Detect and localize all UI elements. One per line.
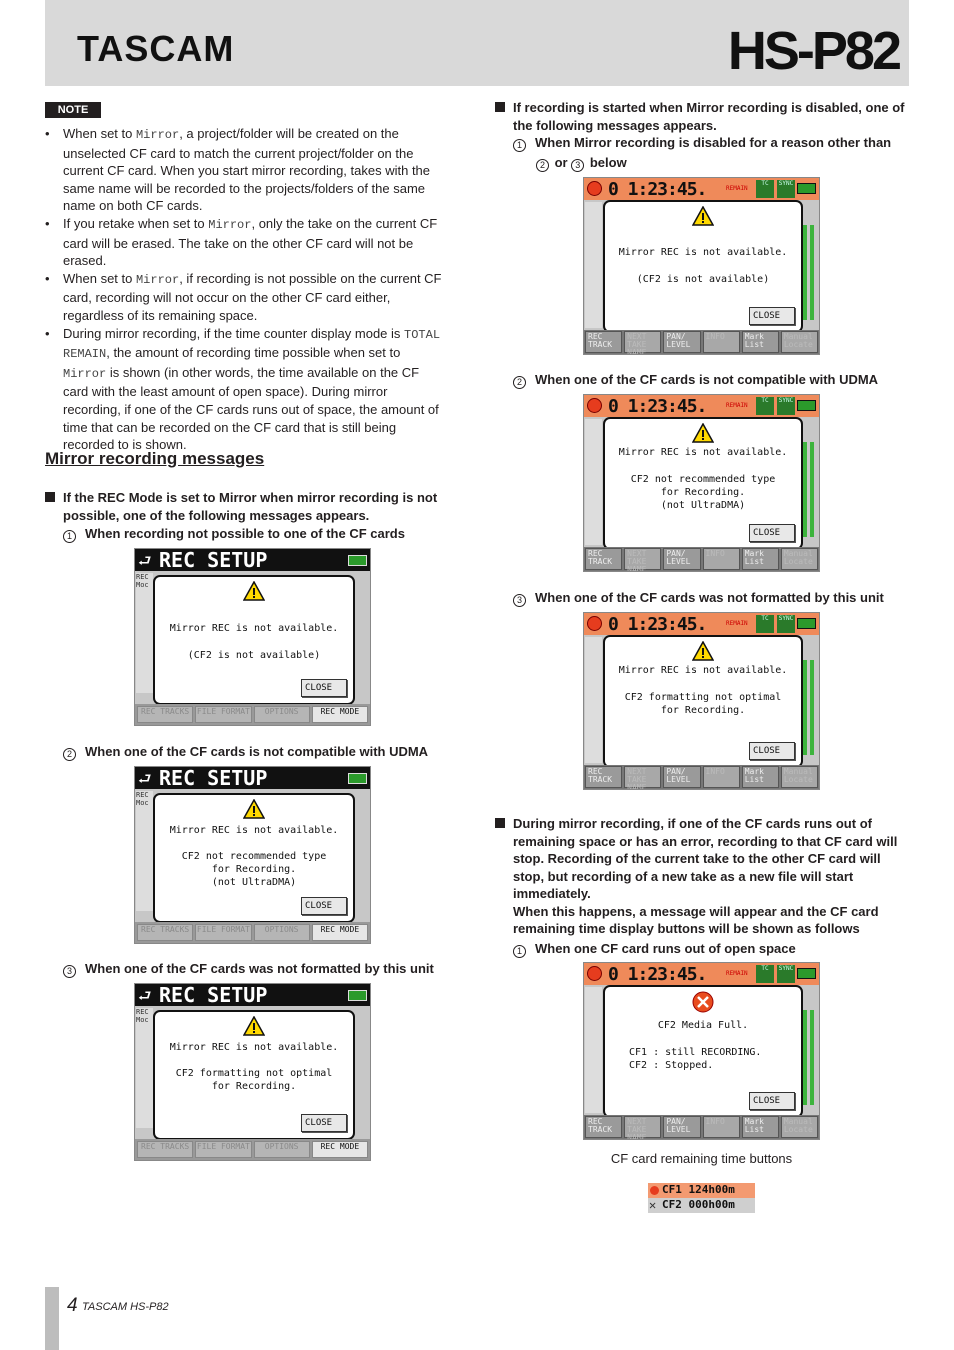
- list-item: • During mirror recording, if the time counter display mode is TOTAL REMAIN, the amount of recording time possible when set to Mirror is shown (in other words, the time available on the CF card with the least amount of open space). During mirror recording, if one of the CF cards runs out of space, the amount of time that can be recorded on the CF card that is still being recorded to is shown.: [45, 325, 447, 454]
- warning-icon: [692, 641, 714, 661]
- rec-track-button[interactable]: REC TRACK: [585, 331, 622, 353]
- level-scale: [585, 637, 602, 763]
- level-meters: [803, 437, 817, 537]
- warning-icon: [243, 581, 265, 601]
- record-dot-icon: [650, 1186, 659, 1195]
- manual-locate-button[interactable]: Manual Locate: [781, 331, 818, 353]
- tab-options[interactable]: OPTIONS: [254, 1141, 310, 1158]
- close-button[interactable]: CLOSE: [301, 679, 347, 697]
- home-screen-1: 0 1:23:45. REMAIN TC SYNC Mirror REC is not available. (CF2 is not available) CLOSE REC TRACK NEXT TAKE NAME PAN/ LEVEL INFO Mark List Manual Locate: [583, 177, 820, 355]
- pan-level-button[interactable]: PAN/ LEVEL: [663, 331, 700, 353]
- rec-setup-screen-2: ⮐ REC SETUP REC Moc Mirror REC is not available. CF2 not recommended type for Recording. (not UltraDMA) CLOSE REC TRACKS FILE FORMAT OPTIONS REC MODE: [134, 766, 371, 944]
- back-arrow-icon[interactable]: ⮐: [138, 987, 152, 1005]
- level-meters: [803, 655, 817, 755]
- left-heading: If the REC Mode is set to Mirror when mirror recording is not possible, one of the following messages appears.: [63, 490, 438, 523]
- time-counter: 0 1:23:45.: [608, 396, 707, 417]
- cf-remaining-buttons: [648, 1183, 755, 1213]
- record-indicator-icon: [587, 966, 602, 981]
- home-screen-4: 0 1:23:45. REMAIN TC SYNC CF2 Media Full. CF1 : still RECORDING. CF2 : Stopped. CLOSE REC TRACK NEXT TAKE NAME PAN/ LEVEL INFO Mark List Manual Locate: [583, 962, 820, 1140]
- next-take-name-button[interactable]: NEXT TAKE NAME: [624, 331, 661, 353]
- home-screen-3: 0 1:23:45. REMAIN TC SYNC Mirror REC is not available. CF2 formatting not optimal for Recording. CLOSE REC TRACK NEXT TAKE NAME PAN/ LEVEL INFO Mark List Manual Locate: [583, 612, 820, 790]
- time-counter: 0 1:23:45.: [608, 964, 707, 985]
- page-number: 4: [67, 1295, 78, 1316]
- cross-icon: ✕: [649, 1198, 657, 1212]
- time-counter: 0 1:23:45.: [608, 614, 707, 635]
- pan-level-button[interactable]: PAN/ LEVEL: [663, 766, 700, 788]
- square-bullet-icon: [45, 492, 55, 502]
- level-meters: [803, 220, 817, 320]
- battery-icon: [348, 990, 367, 1001]
- footer-bar: [45, 1287, 59, 1350]
- sub-heading: 1 When Mirror recording is disabled for a reason other than: [513, 134, 891, 152]
- warning-icon: [692, 423, 714, 443]
- mark-list-button[interactable]: Mark List: [742, 548, 779, 570]
- time-counter: 0 1:23:45.: [608, 179, 707, 200]
- tab-file-format[interactable]: FILE FORMAT: [195, 1141, 251, 1158]
- tab-file-format[interactable]: FILE FORMAT: [195, 706, 251, 723]
- next-take-name-button[interactable]: NEXT TAKE NAME: [624, 548, 661, 570]
- close-button[interactable]: CLOSE: [301, 897, 347, 915]
- error-icon: [692, 991, 714, 1013]
- pan-level-button[interactable]: PAN/ LEVEL: [663, 548, 700, 570]
- figure-caption: CF card remaining time buttons: [610, 1151, 793, 1166]
- sub-heading: 3 When one of the CF cards was not formatted by this unit: [63, 960, 434, 978]
- mark-list-button[interactable]: Mark List: [742, 1116, 779, 1138]
- battery-icon: [797, 183, 816, 194]
- back-arrow-icon[interactable]: ⮐: [138, 552, 152, 570]
- manual-locate-button[interactable]: Manual Locate: [781, 548, 818, 570]
- close-button[interactable]: CLOSE: [749, 742, 795, 760]
- brand-logo: TASCAM: [77, 28, 235, 69]
- list-item: • If you retake when set to Mirror, only the take on the current CF card will be erased. The take on the other CF card will not be erased.: [45, 215, 447, 270]
- back-arrow-icon[interactable]: ⮐: [138, 770, 152, 788]
- manual-locate-button[interactable]: Manual Locate: [781, 766, 818, 788]
- message-dialog: Mirror REC is not available. CF2 not recommended type for Recording. (not UltraDMA) CLOSE: [153, 793, 355, 923]
- square-bullet-icon: [495, 102, 505, 112]
- note-list: [45, 125, 447, 454]
- footer-label: TASCAM HS-P82: [82, 1301, 169, 1313]
- battery-icon: [797, 400, 816, 411]
- record-indicator-icon: [587, 398, 602, 413]
- manual-locate-button[interactable]: Manual Locate: [781, 1116, 818, 1138]
- level-scale: [585, 202, 602, 328]
- message-dialog: Mirror REC is not available. CF2 not recommended type for Recording. (not UltraDMA) CLOSE: [603, 417, 803, 550]
- battery-icon: [797, 968, 816, 979]
- sub-heading: 2 When one of the CF cards is not compatible with UDMA: [513, 371, 878, 389]
- sub-heading: 2 When one of the CF cards is not compatible with UDMA: [63, 743, 428, 761]
- pan-level-button[interactable]: PAN/ LEVEL: [663, 1116, 700, 1138]
- warning-icon: [692, 206, 714, 226]
- list-item: • When set to Mirror, a project/folder will be created on the unselected CF card to match the current project/folder on the current CF card. When you start mirror recording, takes with the same name will be recorded to the projects/folders of the same name on both CF cards.: [45, 125, 447, 215]
- next-take-name-button[interactable]: NEXT TAKE NAME: [624, 1116, 661, 1138]
- message-dialog: Mirror REC is not available. (CF2 is not available) CLOSE: [153, 575, 355, 705]
- info-button[interactable]: INFO: [703, 1116, 740, 1138]
- message-dialog: Mirror REC is not available. CF2 formatting not optimal for Recording. CLOSE: [603, 635, 803, 768]
- note-badge: NOTE: [45, 102, 101, 118]
- close-button[interactable]: CLOSE: [749, 307, 795, 325]
- tab-rec-tracks[interactable]: REC TRACKS: [137, 924, 193, 941]
- tab-rec-mode[interactable]: REC MODE: [312, 1141, 368, 1158]
- battery-icon: [348, 773, 367, 784]
- warning-icon: [243, 799, 265, 819]
- tab-rec-mode[interactable]: REC MODE: [312, 924, 368, 941]
- level-scale: [585, 987, 602, 1113]
- tab-file-format[interactable]: FILE FORMAT: [195, 924, 251, 941]
- rec-track-button[interactable]: REC TRACK: [585, 1116, 622, 1138]
- record-indicator-icon: [587, 181, 602, 196]
- section-title: Mirror recording messages: [45, 449, 265, 468]
- battery-icon: [348, 555, 367, 566]
- rec-setup-screen-3: ⮐ REC SETUP REC Moc Mirror REC is not available. CF2 formatting not optimal for Recording. CLOSE REC TRACKS FILE FORMAT OPTIONS REC MODE: [134, 983, 371, 1161]
- cf2-remaining-button[interactable]: ✕ CF2 000h00m: [648, 1198, 755, 1213]
- warning-icon: [243, 1016, 265, 1036]
- message-dialog: Mirror REC is not available. (CF2 is not available) CLOSE: [603, 200, 803, 333]
- mark-list-button[interactable]: Mark List: [742, 331, 779, 353]
- message-dialog: CF2 Media Full. CF1 : still RECORDING. CF2 : Stopped. CLOSE: [603, 985, 803, 1118]
- tab-rec-mode[interactable]: REC MODE: [312, 706, 368, 723]
- right-heading-1: If recording is started when Mirror recording is disabled, one of the following messages appears.: [513, 100, 905, 133]
- model-name: HS-P82: [727, 21, 899, 81]
- rec-track-button[interactable]: REC TRACK: [585, 548, 622, 570]
- tab-options[interactable]: OPTIONS: [254, 706, 310, 723]
- tab-rec-tracks[interactable]: REC TRACKS: [137, 706, 193, 723]
- tab-options[interactable]: OPTIONS: [254, 924, 310, 941]
- sub-heading: 3 When one of the CF cards was not formatted by this unit: [513, 589, 884, 607]
- sub-heading: 1 When recording not possible to one of the CF cards: [63, 525, 405, 543]
- rec-track-button[interactable]: REC TRACK: [585, 766, 622, 788]
- home-screen-2: 0 1:23:45. REMAIN TC SYNC Mirror REC is not available. CF2 not recommended type for Recording. (not UltraDMA) CLOSE REC TRACK NEXT TAKE NAME PAN/ LEVEL INFO Mark List Manual Locate: [583, 394, 820, 572]
- battery-icon: [797, 618, 816, 629]
- info-button[interactable]: INFO: [703, 548, 740, 570]
- mark-list-button[interactable]: Mark List: [742, 766, 779, 788]
- sub-heading: 1 When one CF card runs out of open space: [513, 940, 796, 958]
- tab-rec-tracks[interactable]: REC TRACKS: [137, 1141, 193, 1158]
- level-scale: [585, 419, 602, 545]
- message-dialog: Mirror REC is not available. CF2 formatting not optimal for Recording. CLOSE: [153, 1010, 355, 1140]
- close-button[interactable]: CLOSE: [749, 1092, 795, 1110]
- close-button[interactable]: CLOSE: [301, 1114, 347, 1132]
- rec-setup-screen-1: ⮐ REC SETUP REC Moc Mirror REC is not available. (CF2 is not available) CLOSE REC TRACKS FILE FORMAT OPTIONS REC MODE: [134, 548, 371, 726]
- level-meters: [803, 1005, 817, 1105]
- cf1-remaining-button[interactable]: CF1 124h00m: [648, 1183, 755, 1198]
- square-bullet-icon: [495, 818, 505, 828]
- page-header: [45, 0, 909, 86]
- sub-heading-cont: 2 or 3 below: [536, 154, 627, 172]
- info-button[interactable]: INFO: [703, 766, 740, 788]
- next-take-name-button[interactable]: NEXT TAKE NAME: [624, 766, 661, 788]
- right-heading-2: During mirror recording, if one of the CF cards runs out of remaining space or has an error, recording to that CF card will stop. Recording of the current take to the other CF card will stop, but recording of a new take as a new file will start immediately. When this happens, a message will appear and the CF card remaining time display buttons will be shown as follows: [513, 816, 898, 936]
- list-item: • When set to Mirror, if recording is not possible on the current CF card, recording will not occur on the other CF card either, regardless of its remaining space.: [45, 270, 447, 325]
- record-indicator-icon: [587, 616, 602, 631]
- info-button[interactable]: INFO: [703, 331, 740, 353]
- close-button[interactable]: CLOSE: [749, 524, 795, 542]
